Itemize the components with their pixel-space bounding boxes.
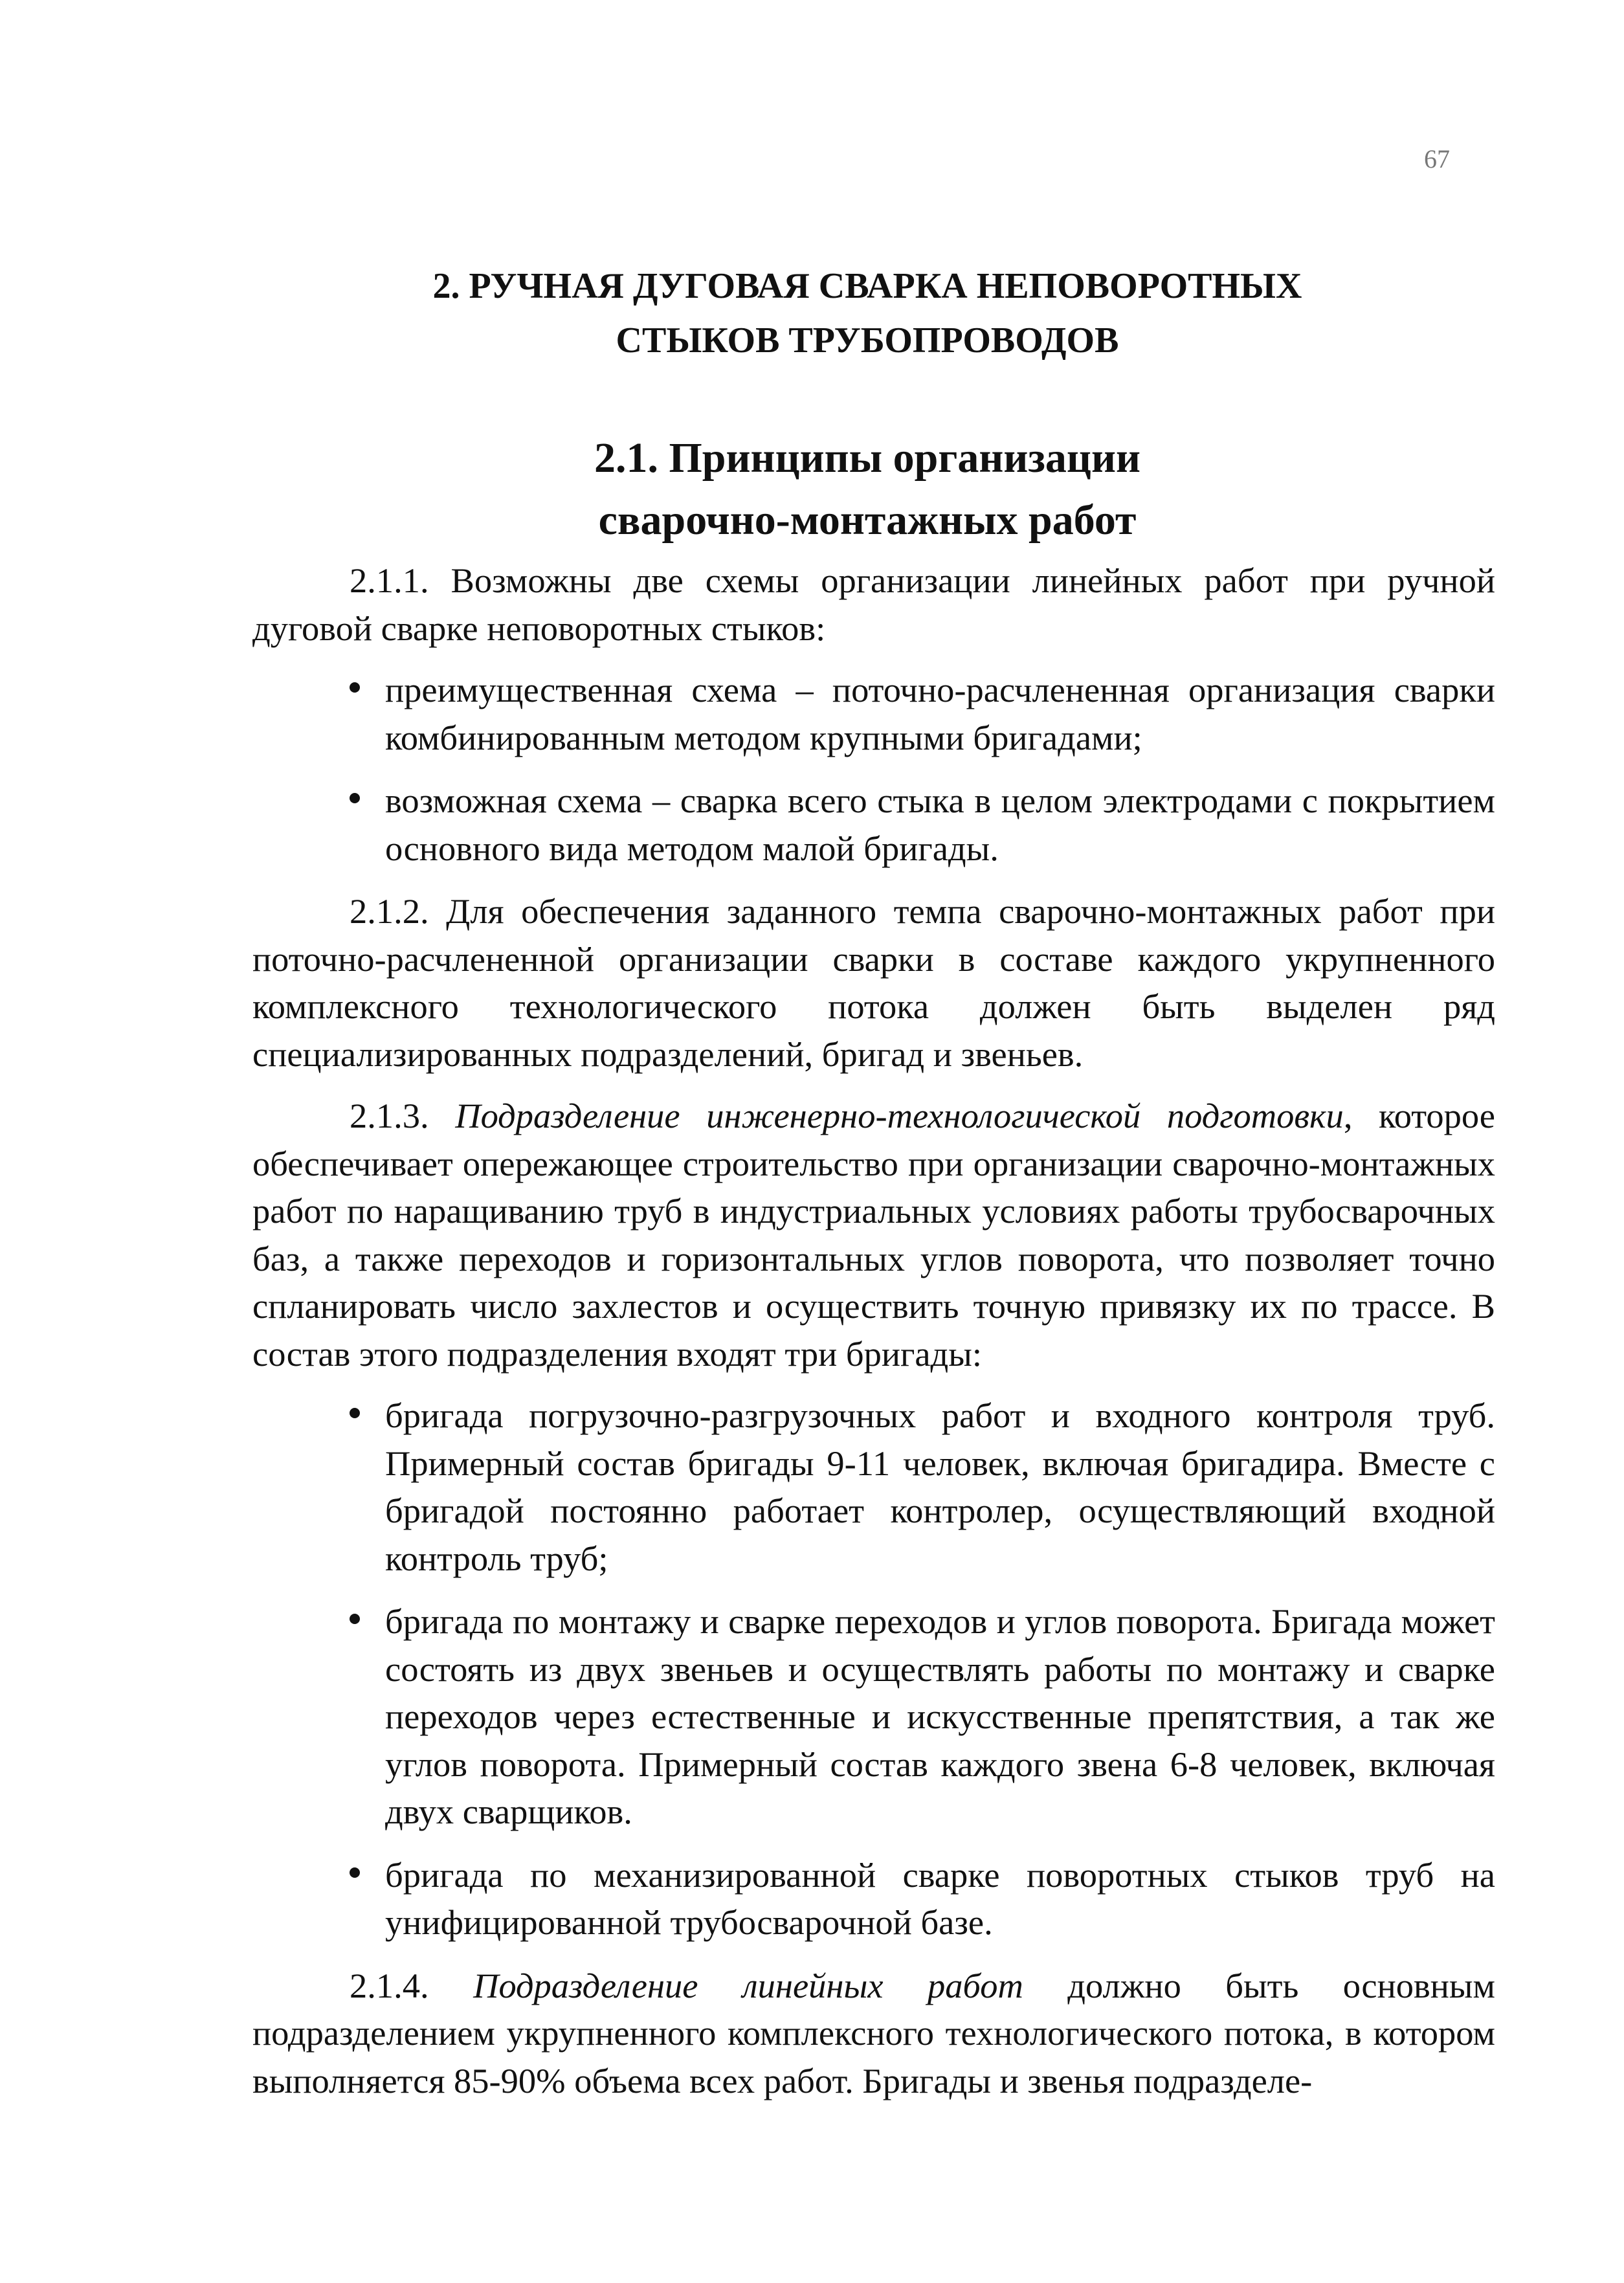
bullet-icon [350,682,360,693]
bullet-icon [350,1867,360,1878]
paragraph-2-1-4 [252,1962,1495,2105]
page-number: 67 [1424,144,1450,173]
list-item [385,666,1495,761]
bullet-icon [350,1614,360,1624]
bullet-icon [350,793,360,803]
list-item [385,1598,1495,1836]
list-item-text: возможная схема – сварка всего стыка в целом электродами с покрытием основного вида методом малой бригады. [385,781,1495,868]
bullet-icon [350,1408,360,1418]
chapter-title [246,259,1489,368]
list-item [385,1851,1495,1946]
paragraph-number: 2.1.4. [350,1965,474,2005]
paragraph-2-1-2: 2.1.2. Для обеспечения заданного темпа сварочно-монтажных работ при поточно-расчлененной организации сварки в составе каждого укрупненного комплексного технологического потока должен быть выделен ряд специализированных подразделений, бригад и звеньев. [252,891,1495,1074]
paragraph-number: 2.1.3. [350,1096,456,1135]
section-title [246,427,1489,551]
list-item-text: бригада по механизированной сварке поворотных стыков труб на унифицированной трубосварочной базе. [385,1854,1495,1942]
paragraph-text: должно быть основным подразделением укрупненного комплексного технологического потока, в котором выполняется 85-90% объема всех работ. Бригады и звенья подразделе- [252,1965,1495,2100]
paragraph-2-1-1: 2.1.1. Возможны две схемы организации линейных работ при ручной дуговой сварке неповоротных стыков: [252,561,1495,648]
list-item [385,777,1495,872]
italic-term: Подразделение инженерно-технологической подготовки [455,1096,1344,1135]
section-title-line-2: сварочно-монтажных работ [598,496,1137,544]
italic-term: Подразделение линейных работ [473,1965,1023,2005]
chapter-title-line-2: СТЫКОВ ТРУБОПРОВОДОВ [616,320,1119,361]
list-item-text: бригада по монтажу и сварке переходов и углов поворота. Бригада может состоять из двух звеньев и осуществлять работы по монтажу и сварке переходов через естественные и искусственные препятствия, а так же углов поворота. Примерный состав каждого звена 6-8 человек, включая двух сварщиков. [385,1601,1495,1831]
list-item-text: бригада погрузочно-разгрузочных работ и входного контроля труб. Примерный состав бригады 9-11 человек, включая бригадира. Вместе с бригадой постоянно работает контролер, осуществляющий входной контроль труб; [385,1396,1495,1578]
schemes-list [252,666,1495,872]
paragraph-2-1-3 [252,1092,1495,1377]
paragraph-text: , которое обеспечивает опережающее строительство при организации сварочно-монтажных работ по наращиванию труб в индустриальных условиях работы трубосварочных баз, а также переходов и горизонтальных углов поворота, что позволяет точно спланировать число захлестов и осуществить точную привязку их по трассе. В состав этого подразделения входят три бригады: [252,1096,1496,1374]
brigades-list [252,1392,1495,1946]
chapter-title-line-1: 2. РУЧНАЯ ДУГОВАЯ СВАРКА НЕПОВОРОТНЫХ [432,266,1302,306]
body-text [252,557,1495,2119]
list-item-text: преимущественная схема – поточно-расчлененная организация сварки комбинированным методом крупными бригадами; [385,670,1495,757]
section-title-line-1: 2.1. Принципы организации [594,434,1141,482]
list-item [385,1392,1495,1582]
